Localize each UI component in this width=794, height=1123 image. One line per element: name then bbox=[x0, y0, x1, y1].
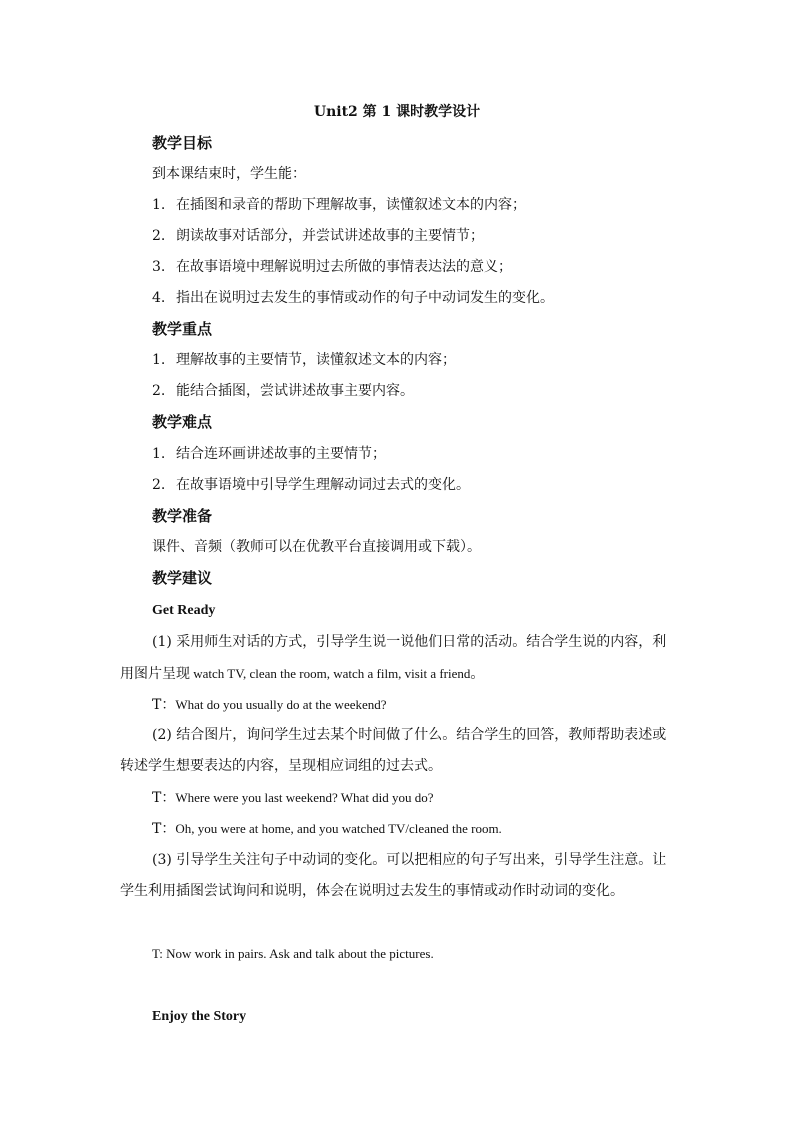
objective-item bbox=[152, 288, 554, 308]
paragraph-1 bbox=[120, 627, 676, 690]
objective-num: 3. bbox=[152, 259, 166, 275]
objective-item bbox=[152, 195, 526, 215]
objective-num: 2. bbox=[152, 228, 166, 244]
enjoy-story-heading: Enjoy the Story bbox=[152, 1009, 247, 1024]
key-point-item bbox=[152, 350, 456, 370]
key-point-num: 1. bbox=[152, 352, 166, 368]
key-point-item bbox=[152, 381, 414, 401]
difficulty-text: 结合连环画讲述故事的主要情节； bbox=[176, 446, 386, 462]
objective-item bbox=[152, 257, 512, 277]
key-point-num: 2. bbox=[152, 383, 166, 399]
teacher-line-2 bbox=[152, 788, 434, 808]
key-points-heading: 教学重点 bbox=[152, 320, 213, 338]
teacher-text: What do you usually do at the weekend? bbox=[175, 697, 387, 712]
preparation-heading: 教学准备 bbox=[152, 507, 213, 525]
objective-text: 指出在说明过去发生的事情或动作的句子中动词发生的变化。 bbox=[176, 290, 554, 306]
paragraph-2: (2) 结合图片，询问学生过去某个时间做了什么。结合学生的回答，教师帮助表述或转述学生想要表达的内容，呈现相应词组的过去式。 bbox=[120, 727, 667, 774]
difficulty-num: 1. bbox=[152, 446, 166, 462]
teacher-line-3 bbox=[152, 819, 502, 839]
difficulty-num: 2. bbox=[152, 477, 166, 493]
teacher-label: T： bbox=[152, 697, 176, 713]
teacher-line-1 bbox=[152, 695, 387, 715]
teacher-text: Where were you last weekend? What did you do? bbox=[175, 790, 434, 805]
paragraph-1-cn: (1) 采用师生对话的方式，引导学生说一说他们日常的活动。结合学生说的内容，利用图片呈现 bbox=[120, 634, 667, 682]
get-ready-heading: Get Ready bbox=[152, 603, 216, 618]
teacher-line-4: T: Now work in pairs. Ask and talk about the pictures. bbox=[152, 946, 434, 961]
paragraph-3: (3) 引导学生关注句子中动词的变化。可以把相应的句子写出来，引导学生注意。让学生利用插图尝试询问和说明，体会在说明过去发生的事情或动作时动词的变化。 bbox=[120, 852, 667, 899]
objective-num: 4. bbox=[152, 290, 166, 306]
key-point-text: 理解故事的主要情节，读懂叙述文本的内容； bbox=[176, 352, 456, 368]
objective-text: 在插图和录音的帮助下理解故事，读懂叙述文本的内容； bbox=[176, 197, 526, 213]
teacher-label: T： bbox=[152, 821, 176, 837]
preparation-text: 课件、音频（教师可以在优教平台直接调用或下载）。 bbox=[152, 539, 481, 555]
difficulty-item bbox=[152, 475, 470, 495]
page-title: Unit2 第 1 课时教学设计 bbox=[313, 104, 481, 120]
objective-item bbox=[152, 226, 484, 246]
objectives-intro: 到本课结束时，学生能： bbox=[152, 166, 306, 182]
paragraph-1-end: 。 bbox=[470, 666, 485, 682]
objective-text: 朗读故事对话部分，并尝试讲述故事的主要情节； bbox=[176, 228, 484, 244]
teacher-label: T： bbox=[152, 790, 176, 806]
objective-num: 1. bbox=[152, 197, 166, 213]
objective-text: 在故事语境中理解说明过去所做的事情表达法的意义； bbox=[176, 259, 512, 275]
objectives-heading: 教学目标 bbox=[152, 134, 213, 152]
difficulty-item bbox=[152, 444, 386, 464]
difficulties-heading: 教学难点 bbox=[152, 413, 213, 431]
difficulty-text: 在故事语境中引导学生理解动词过去式的变化。 bbox=[176, 477, 470, 493]
paragraph-1-en: watch TV, clean the room, watch a film, visit a friend bbox=[190, 666, 471, 681]
key-point-text: 能结合插图，尝试讲述故事主要内容。 bbox=[176, 383, 414, 399]
teacher-text: Oh, you were at home, and you watched TV/cleaned the room. bbox=[175, 821, 502, 836]
suggestions-heading: 教学建议 bbox=[152, 569, 213, 587]
